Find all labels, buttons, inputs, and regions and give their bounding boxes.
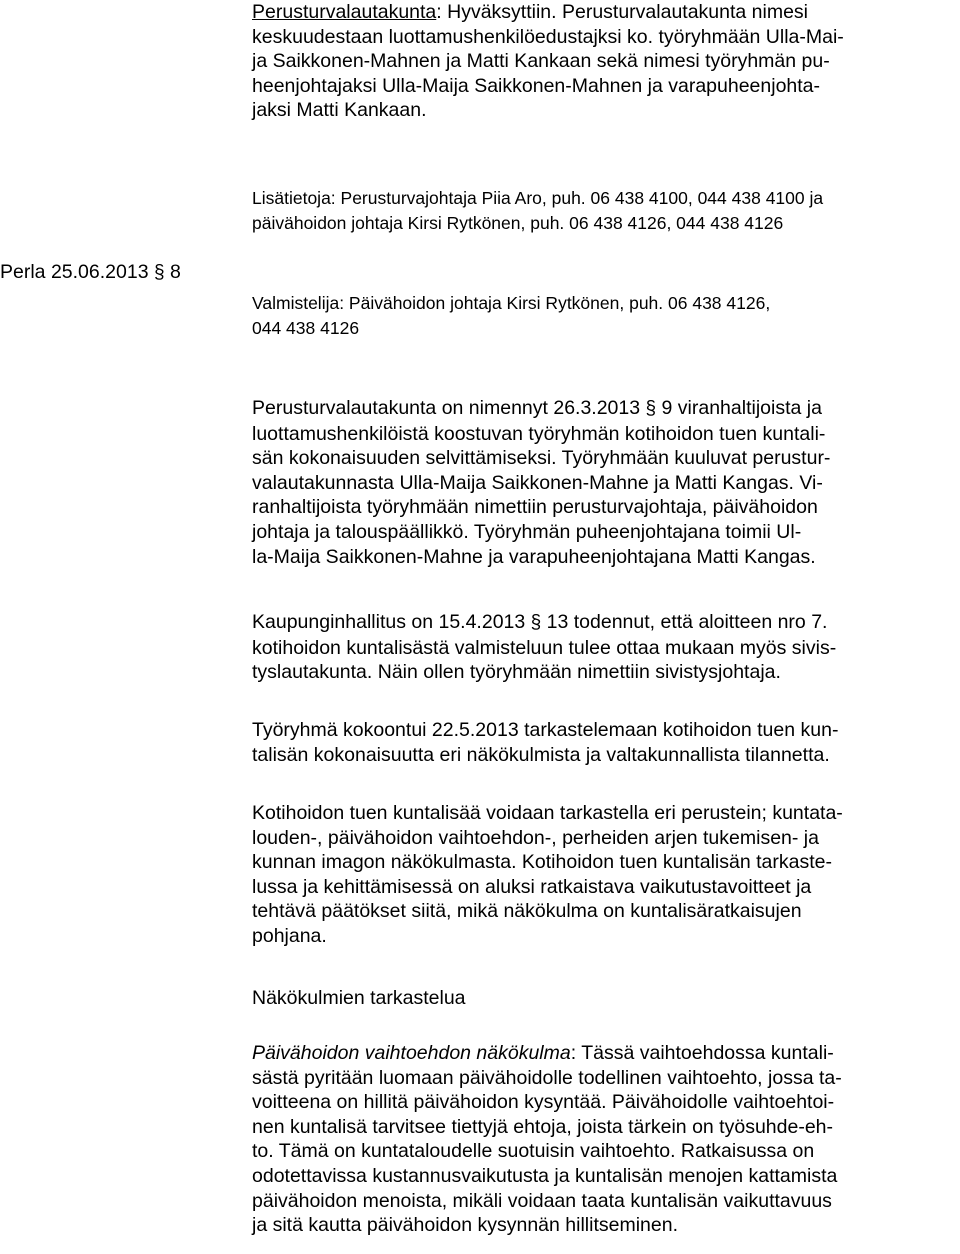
- p5-line: sästä pyritään luomaan päivähoidolle todellinen vaihtoehto, jossa ta-: [252, 1066, 842, 1089]
- p5-line: odotettavissa kustannusvaikutusta ja kuntalisän menojen kattamista: [252, 1164, 838, 1187]
- p5-line: nen kuntalisä tarvitsee tiettyjä ehtoja, joista tärkein on työsuhde-eh-: [252, 1115, 834, 1138]
- p3-line: talisän kokonaisuutta eri näkökulmista ja valtakunnallista tilannetta.: [252, 743, 830, 766]
- info-line: päivähoidon johtaja Kirsi Rytkönen, puh. 06 438 4126, 044 438 4126: [252, 212, 784, 233]
- body-paragraph-3: [252, 718, 838, 767]
- preparer-line: 044 438 4126: [252, 317, 360, 338]
- p1-line: luottamushenkilöistä koostuvan työryhmän kotihoidon tuen kuntali-: [252, 422, 826, 445]
- decision-paragraph: [252, 0, 844, 123]
- meeting-date: Perla 25.06.2013: [0, 261, 149, 283]
- body-paragraph-4: [252, 801, 843, 949]
- section-heading: [252, 986, 466, 1011]
- decision-line: ja Saikkonen-Mahnen ja Matti Kankaan sekä nimesi työryhmän pu-: [252, 50, 830, 73]
- viewpoint-label: Päivähoidon vaihtoehdon näkökulma: [252, 1042, 571, 1064]
- p4-line: louden-, päivähoidon vaihtoehdon-, perheiden arjen tukemisen- ja: [252, 826, 819, 849]
- p1-line: valautakunnasta Ulla-Maija Saikkonen-Mahne ja Matti Kangas. Vi-: [252, 471, 823, 494]
- body-paragraph-2: [252, 610, 836, 685]
- p1-line: ranhaltijoista työryhmään nimettiin perusturvajohtaja, päivähoidon: [252, 496, 818, 519]
- p4-line: lussa ja kehittämisessä on aluksi ratkaistava vaikutustavoitteet ja: [252, 875, 812, 898]
- p5-line: to. Tämä on kuntataloudelle suotuisin vaihtoehto. Ratkaisussa on: [252, 1140, 815, 1163]
- p2-line: kotihoidon kuntalisästä valmisteluun tulee ottaa mukaan myös sivis-: [252, 636, 837, 659]
- section-sign: §: [530, 612, 542, 633]
- p5-line: ja sitä kautta päivähoidon kysynnän hillitseminen.: [252, 1214, 679, 1237]
- section-sign: §: [645, 398, 657, 419]
- p2-line: tyslautakunta. Näin ollen työryhmään nimettiin sivistysjohtaja.: [252, 661, 781, 684]
- p5-line-1: [252, 1041, 842, 1066]
- section-number: 8: [169, 261, 181, 283]
- section-sign: §: [153, 262, 165, 283]
- p1-line: johtaja ja talouspäällikkö. Työryhmän puheenjohtajana toimii Ul-: [252, 520, 802, 543]
- p4-line: kunnan imagon näkökulmasta. Kotihoidon tuen kuntalisän tarkaste-: [252, 851, 832, 874]
- p5-line: päivähoidon menoista, mikäli voidaan taata kuntalisän vaikuttavuus: [252, 1189, 832, 1212]
- decision-label: Perusturvalautakunta: [252, 1, 437, 23]
- decision-line-1: [252, 0, 844, 25]
- section-heading-text: Näkökulmien tarkastelua: [252, 987, 466, 1009]
- p1-line: sän kokonaisuuden selvittämiseksi. Työryhmään kuuluvat perustur-: [252, 447, 831, 470]
- p4-line: pohjana.: [252, 924, 327, 947]
- decision-line-1-text: : Hyväksyttiin. Perusturvalautakunta nimesi: [436, 1, 809, 23]
- info-line: Lisätietoja: Perusturvajohtaja Piia Aro, puh. 06 438 4100, 044 438 4100 ja: [252, 188, 824, 208]
- p1-line: la-Maija Saikkonen-Mahne ja varapuheenjohtajana Matti Kangas.: [252, 545, 816, 568]
- decision-line: keskuudestaan luottamushenkilöedustajksi ko. työryhmään Ulla-Mai-: [252, 25, 844, 48]
- info-paragraph: [252, 186, 823, 235]
- p1-line-1: [252, 396, 830, 422]
- p5-line: voitteena on hillitä päivähoidon kysyntää. Päivähoidolle vaihtoehtoi-: [252, 1091, 835, 1114]
- p5-line-1-text: : Tässä vaihtoehdossa kuntali-: [570, 1042, 834, 1064]
- body-paragraph-5: [252, 1041, 842, 1238]
- p1-line-1-end: 9 viranhaltijoista ja: [661, 397, 822, 419]
- decision-line: jaksi Matti Kankaan.: [252, 99, 427, 122]
- p2-line-1-start: Kaupunginhallitus on 15.4.2013: [252, 611, 526, 633]
- p4-line: tehtävä päätökset siitä, mikä näkökulma on kuntalisäratkaisujen: [252, 900, 802, 923]
- preparer-line: Valmistelija: Päivähoidon johtaja Kirsi Rytkönen, puh. 06 438 4126,: [252, 293, 771, 313]
- p4-line: Kotihoidon tuen kuntalisää voidaan tarkastella eri perustein; kuntata-: [252, 802, 843, 824]
- meeting-reference: [0, 260, 181, 285]
- p2-line-1-end: 13 todennut, että aloitteen nro 7.: [546, 611, 828, 633]
- preparer-paragraph: [252, 291, 770, 340]
- p1-line-1-start: Perusturvalautakunta on nimennyt 26.3.2013: [252, 397, 641, 419]
- p3-line: Työryhmä kokoontui 22.5.2013 tarkastelemaan kotihoidon tuen kun-: [252, 719, 839, 741]
- p2-line-1: [252, 610, 836, 636]
- body-paragraph-1: [252, 396, 830, 569]
- decision-line: heenjohtajaksi Ulla-Maija Saikkonen-Mahnen ja varapuheenjohta-: [252, 74, 821, 97]
